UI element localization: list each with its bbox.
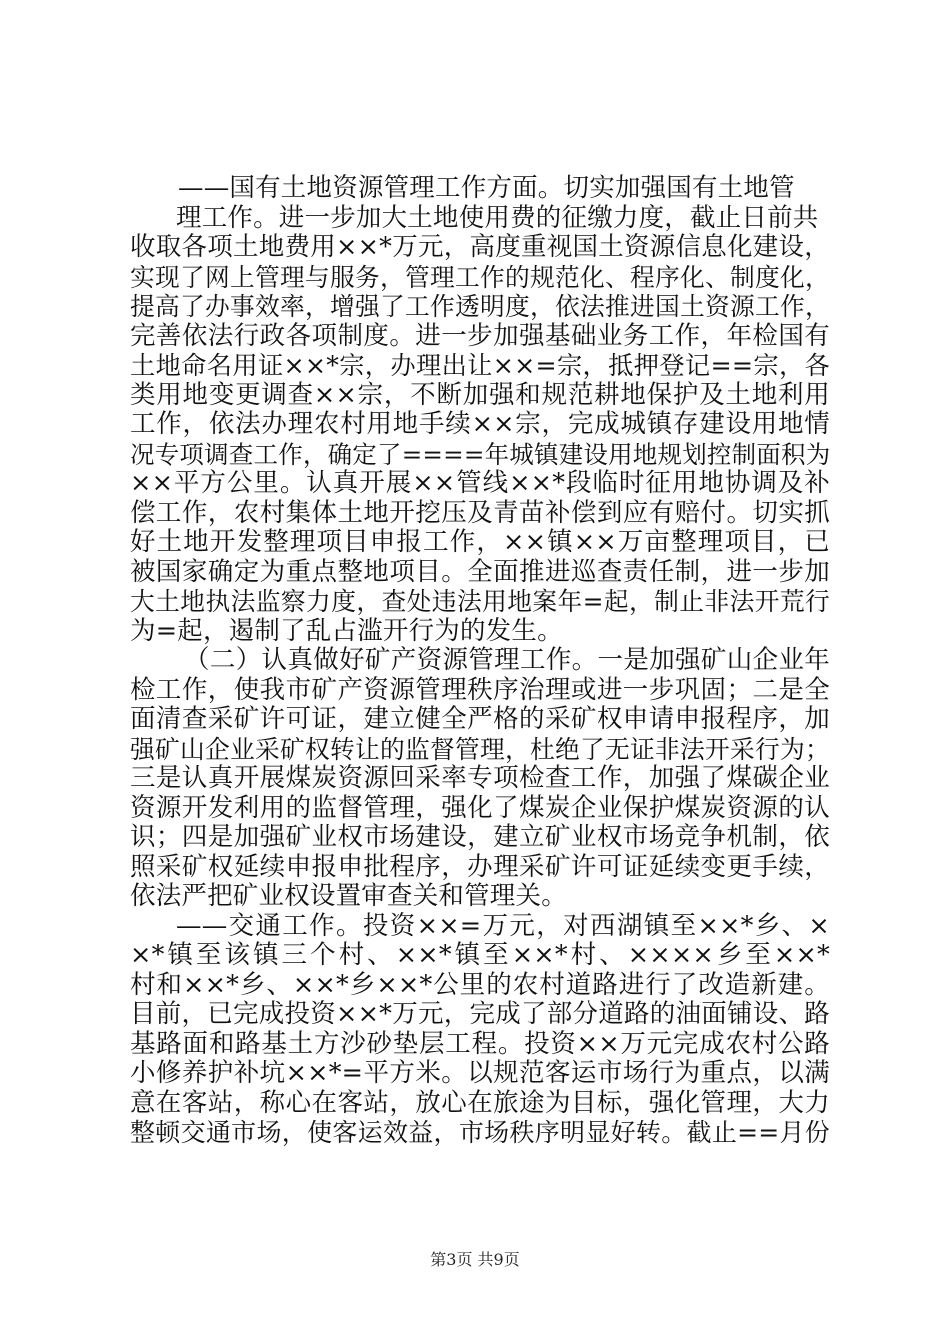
text-line: ×*镇至该镇三个村、××*镇至××*村、××××乡至××* <box>130 940 830 970</box>
text-line: 依法严把矿业权设置审查关和管理关。 <box>130 881 567 911</box>
text-line: 资源开发利用的监督管理，强化了煤炭企业保护煤炭资源的认 <box>130 792 830 823</box>
text-line: 村和××*乡、××*乡××*公里的农村道路进行了改造新建。 <box>130 969 830 1000</box>
text-line: 好土地开发整理项目申报工作，××镇××万亩整理项目，已 <box>130 527 830 557</box>
text-line: ——交通工作。投资××=万元，对西湖镇至××*乡、× <box>176 910 830 941</box>
text-line: 识；四是加强矿业权市场建设，建立矿业权市场竞争机制，依 <box>130 822 830 852</box>
page-footer: 第3页 共9页 <box>430 1250 520 1269</box>
text-line: 整顿交通市场，使客运效益，市场秩序明显好转。截止==月份 <box>130 1118 830 1147</box>
document-body <box>130 174 830 1148</box>
text-line: 土地命名用证××*宗，办理出让××=宗，抵押登记==宗，各 <box>130 351 830 380</box>
text-line: 提高了办事效率，增强了工作透明度，依法推进国土资源工作， <box>130 292 830 321</box>
text-line: ××平方公里。认真开展××管线××*段临时征用地协调及补 <box>130 468 830 498</box>
text-line: 检工作，使我市矿产资源管理秩序治理或进一步巩固；二是全 <box>130 674 830 705</box>
text-line: 目前，已完成投资××*万元，完成了部分道路的油面铺设、路 <box>130 999 830 1029</box>
text-line: 意在客站，称心在客站，放心在旅途为目标，强化管理，大力 <box>130 1087 830 1118</box>
text-line: 基路面和路基土方沙砂垫层工程。投资××万元完成农村公路 <box>130 1028 830 1059</box>
text-line: 照采矿权延续申报申批程序，办理采矿许可证延续变更手续， <box>130 851 830 882</box>
text-line: 况专项调查工作，确定了====年城镇建设用地规划控制面积为 <box>130 439 831 469</box>
text-line: （二）认真做好矿产资源管理工作。一是加强矿山企业年 <box>184 645 830 675</box>
text-line: ——国有土地资源管理工作方面。切实加强国有土地管 <box>178 173 795 203</box>
text-line: 面清查采矿许可证，建立健全严格的采矿权申请申报程序，加 <box>130 704 830 734</box>
text-line: 偿工作，农村集体土地开挖压及青苗补偿到应有赔付。切实抓 <box>130 497 830 528</box>
text-line: 实现了网上管理与服务，管理工作的规范化、程序化、制度化， <box>130 262 830 292</box>
text-line: 为=起，遏制了乱占滥开行为的发生。 <box>130 615 563 646</box>
text-line: 小修养护补坑××*=平方米。以规范客运市场行为重点，以满 <box>130 1058 830 1088</box>
text-line: 完善依法行政各项制度。进一步加强基础业务工作，年检国有 <box>130 320 830 351</box>
text-line: 类用地变更调查××宗，不断加强和规范耕地保护及土地利用 <box>130 379 830 410</box>
text-line: 被国家确定为重点整地项目。全面推进巡查责任制，进一步加 <box>130 556 830 587</box>
text-line: 收取各项土地费用××*万元，高度重视国土资源信息化建设， <box>130 232 830 262</box>
text-line: 三是认真开展煤炭资源回采率专项检查工作，加强了煤碳企业 <box>130 763 830 793</box>
text-line: 强矿山企业采矿权转让的监督管理，杜绝了无证非法开采行为； <box>130 734 830 764</box>
text-line: 大土地执法监察力度，查处违法用地案年=起，制止非法开荒行 <box>130 587 830 616</box>
text-line: 理工作。进一步加大土地使用费的征缴力度，截止日前共 <box>176 202 819 233</box>
text-line: 工作，依法办理农村用地手续××宗，完成城镇存建设用地情 <box>130 409 830 439</box>
